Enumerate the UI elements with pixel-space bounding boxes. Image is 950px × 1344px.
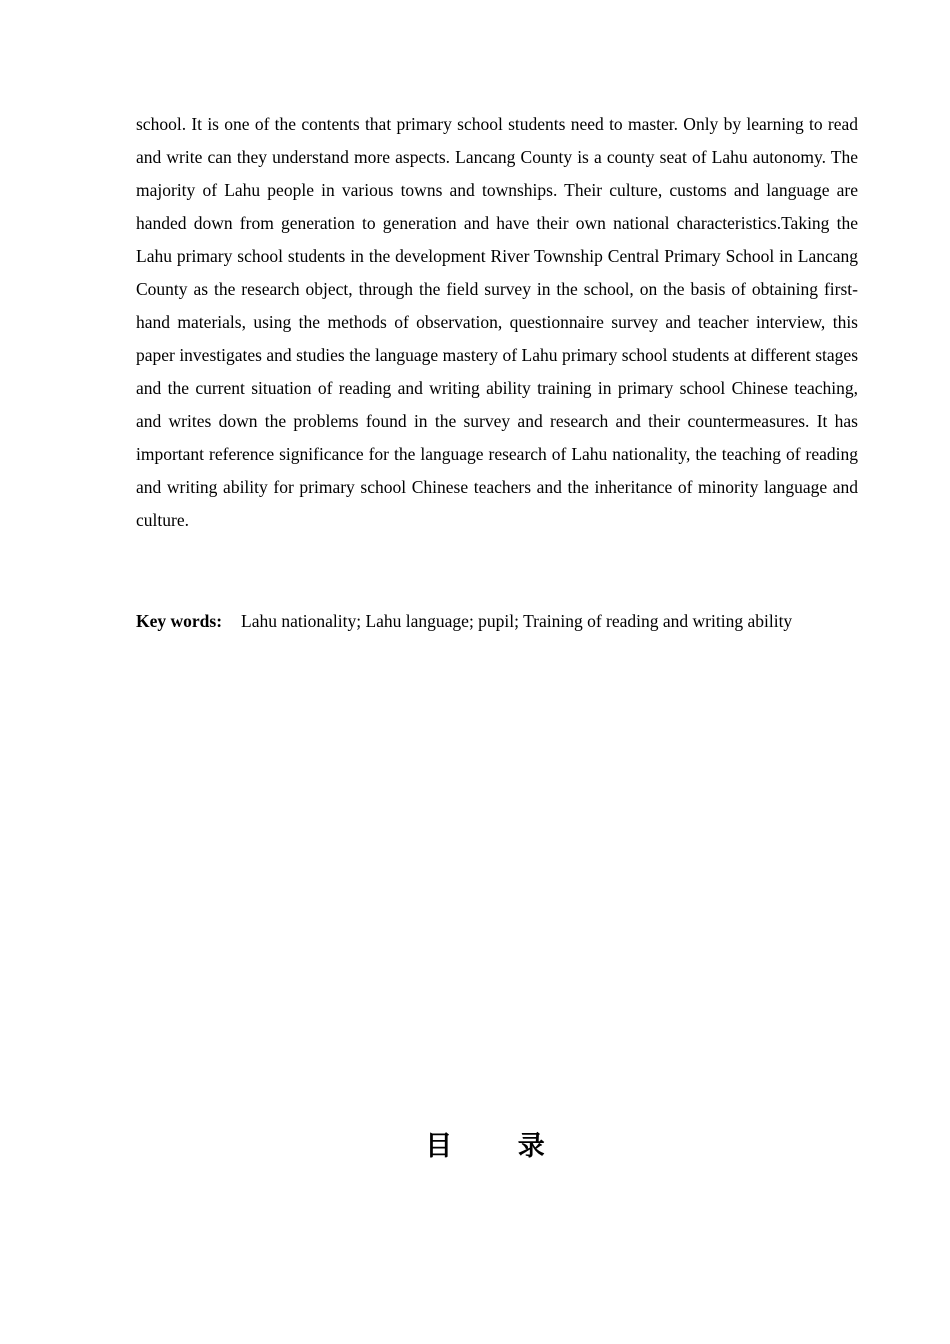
keywords-list: Lahu nationality; Lahu language; pupil; Training of reading and writing ability bbox=[241, 611, 793, 631]
keywords-line bbox=[136, 605, 896, 638]
keywords-label: Key words: bbox=[136, 611, 223, 631]
abstract-paragraph: school. It is one of the contents that primary school students need to master. Only by learning to read and write can they understand more aspects. Lancang County is a county seat of Lahu autonomy. The majority of Lahu people in various towns and townships. Their culture, customs and language are handed down from generation to generation and have their own national characteristics.Taking the Lahu primary school students in the development River Township Central Primary School in Lancang County as the research object, through the field survey in the school, on the basis of obtaining first-hand materials, using the methods of observation, questionnaire survey and teacher interview, this paper investigates and studies the language mastery of Lahu primary school students at different stages and the current situation of reading and writing ability training in primary school Chinese teaching, and writes down the problems found in the survey and research and their countermeasures. It has important reference significance for the language research of Lahu nationality, the teaching of reading and writing ability for primary school Chinese teachers and the inheritance of minority language and culture. bbox=[136, 114, 858, 530]
table-of-contents-heading: 目 录 bbox=[425, 1131, 573, 1162]
